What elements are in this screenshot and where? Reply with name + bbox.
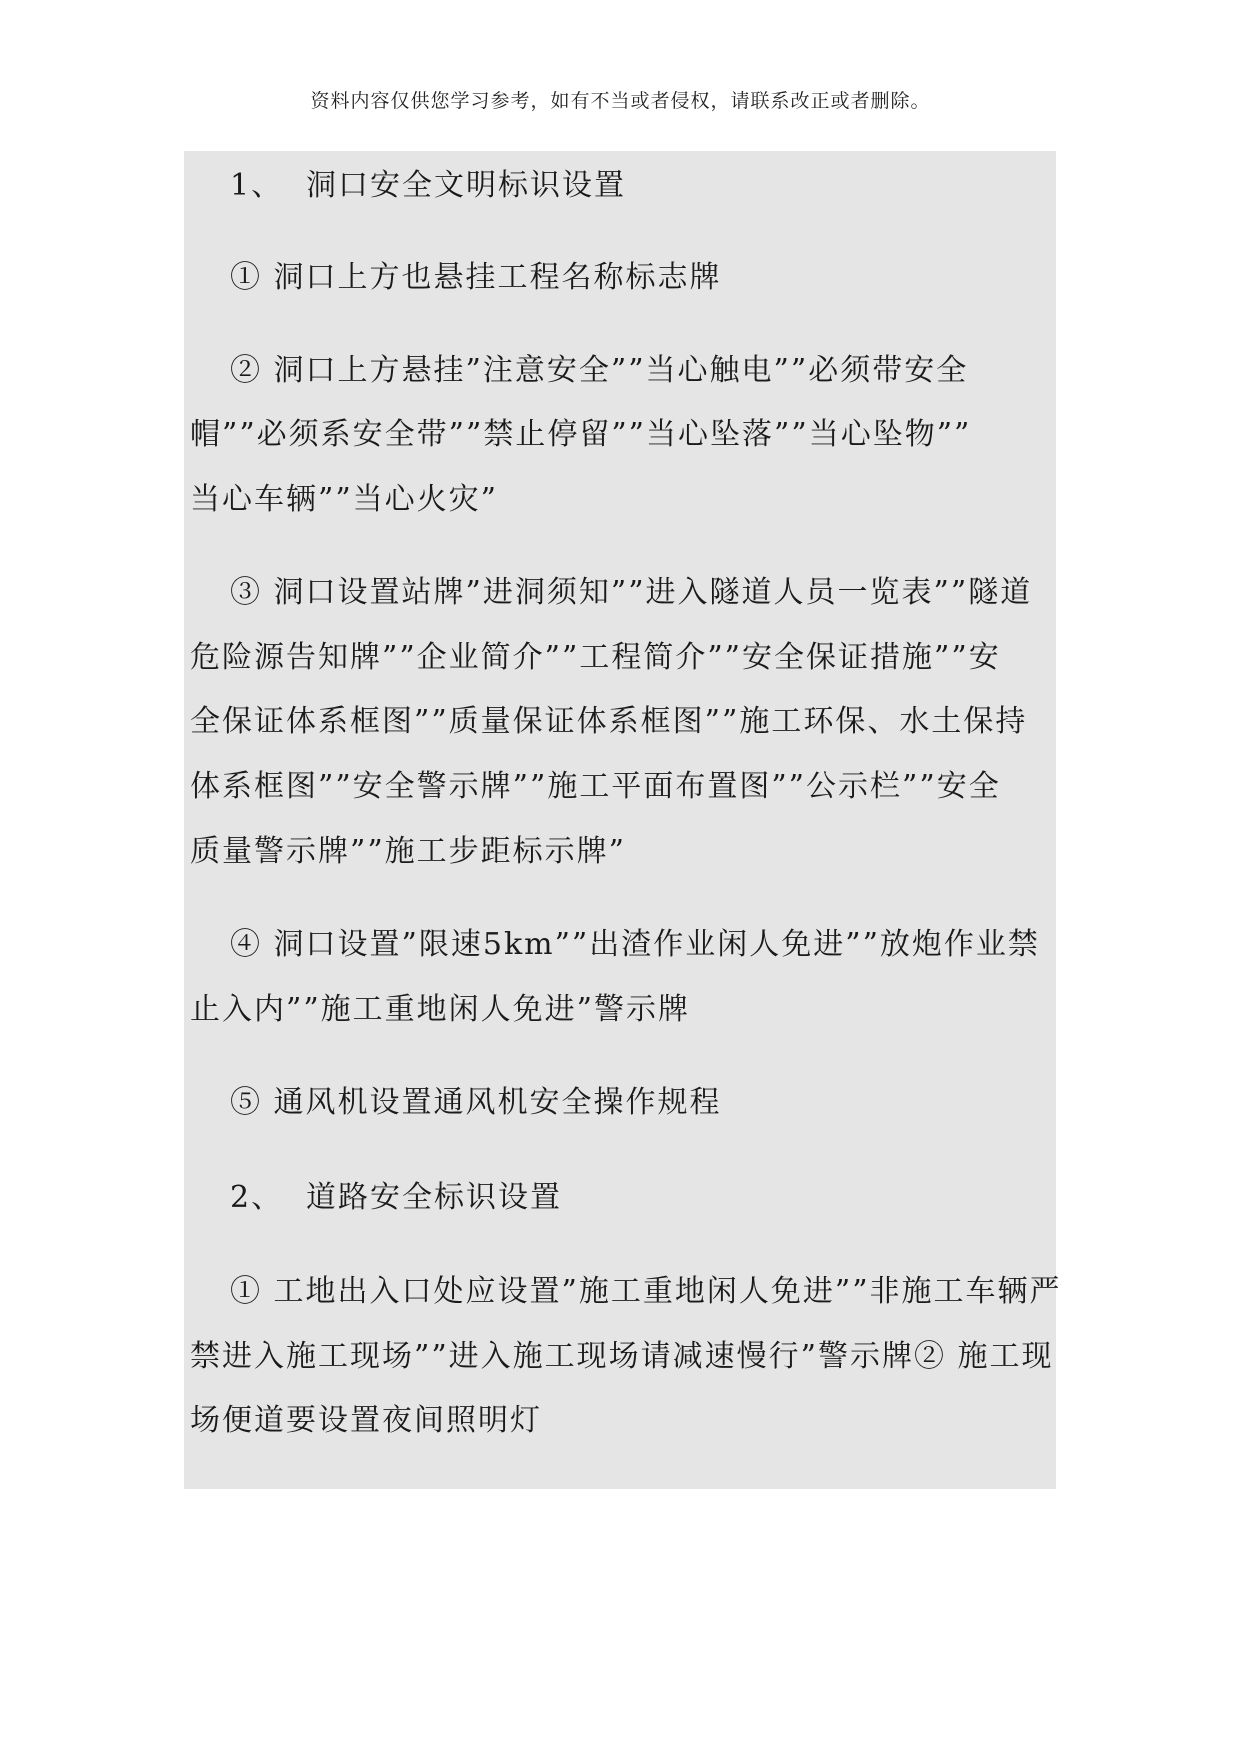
section-1-heading: [230, 166, 626, 206]
section-1-item-2-line-3: 当心车辆””当心火灾”: [190, 482, 499, 517]
section-1-item-5: ⑤ 通风机设置通风机安全操作规程: [230, 1085, 722, 1120]
section-1-item-4-line-2: 止入内””施工重地闲人免进”警示牌: [190, 992, 691, 1027]
section-1-item-3-line-5: 质量警示牌””施工步距标示牌”: [190, 834, 627, 869]
section-1-item-3-line-2: 危险源告知牌””企业简介””工程简介””安全保证措施””安: [190, 640, 1001, 675]
section-1-item-2-line-2: 帽””必须系安全带””禁止停留””当心坠落””当心坠物””: [190, 417, 972, 452]
section-2-title: 道路安全标识设置: [306, 1180, 562, 1215]
section-1-title: 洞口安全文明标识设置: [306, 168, 626, 203]
section-2-item-1-line-1: ① 工地出入口处应设置”施工重地闲人免进””非施工车辆严: [230, 1274, 1062, 1309]
section-2-heading: [230, 1178, 562, 1218]
section-1-item-3-line-1: ③ 洞口设置站牌”进洞须知””进入隧道人员一览表””隧道: [230, 575, 1033, 610]
section-1-number: 1、: [230, 168, 284, 203]
section-1-item-1: ① 洞口上方也悬挂工程名称标志牌: [230, 260, 722, 295]
section-2-item-1-line-3: 场便道要设置夜间照明灯: [190, 1403, 542, 1438]
section-2-number: 2、: [230, 1180, 284, 1215]
section-1-item-3-line-3: 全保证体系框图””质量保证体系框图””施工环保、水土保持: [190, 704, 1028, 739]
section-1-item-3-line-4: 体系框图””安全警示牌””施工平面布置图””公示栏””安全: [190, 769, 1001, 804]
section-1-item-4-line-1: ④ 洞口设置”限速5km””出渣作业闲人免进””放炮作业禁: [230, 927, 1040, 962]
section-1-item-2-line-1: ② 洞口上方悬挂”注意安全””当心触电””必须带安全: [230, 353, 969, 388]
header-disclaimer: 资料内容仅供您学习参考，如有不当或者侵权，请联系改正或者删除。: [310, 90, 931, 112]
section-2-item-1-line-2: 禁进入施工现场””进入施工现场请减速慢行”警示牌② 施工现: [190, 1339, 1054, 1374]
